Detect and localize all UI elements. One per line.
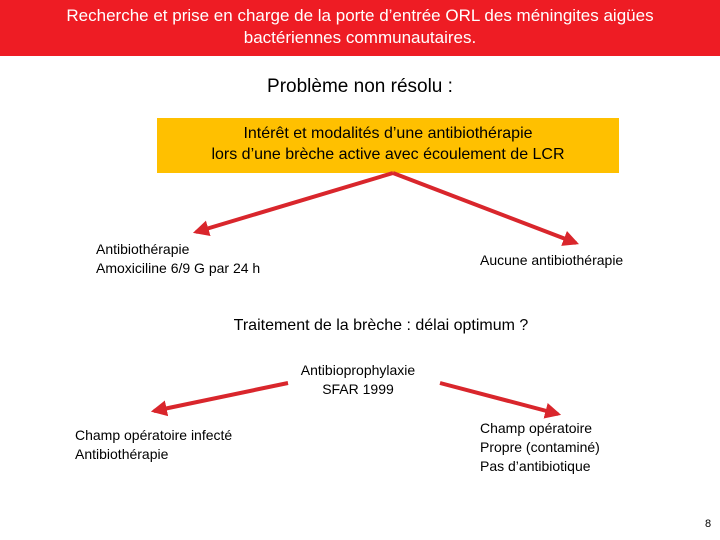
antibioprophylaxie-text xyxy=(0,361,716,399)
subtitle: Problème non résolu : xyxy=(267,76,453,97)
clean-line-3: Pas d’antibiotique xyxy=(480,458,591,474)
header-line-2: bactériennes communautaires. xyxy=(243,28,477,47)
arrow-left-top xyxy=(196,173,393,232)
branch-left-line-2: Amoxiciline 6/9 G par 24 h xyxy=(96,260,261,276)
header-line-1: Recherche et prise en charge de la porte d’entrée ORL des méningites aigües xyxy=(66,6,654,25)
clean-field-text xyxy=(480,419,600,476)
infected-field-text xyxy=(75,426,232,464)
infected-line-2: Antibiothérapie xyxy=(75,446,169,462)
clean-line-1: Champ opératoire xyxy=(480,420,593,436)
question-line-2: lors d’une brèche active avec écoulement de LCR xyxy=(211,146,565,163)
branch-right-text: Aucune antibiothérapie xyxy=(480,252,624,268)
branch-left-text xyxy=(96,240,260,278)
arrow-right-top xyxy=(393,173,576,243)
treatment-text: Traitement de la brèche : délai optimum ? xyxy=(233,317,529,334)
antibioprophylaxie-line-1: Antibioprophylaxie xyxy=(300,362,416,378)
question-line-1: Intérêt et modalités d’une antibiothérapie xyxy=(243,125,533,142)
branch-left-line-1: Antibiothérapie xyxy=(96,241,190,257)
infected-line-1: Champ opératoire infecté xyxy=(75,427,233,443)
antibioprophylaxie-line-2: SFAR 1999 xyxy=(322,381,394,397)
clean-line-2: Propre (contaminé) xyxy=(480,439,600,455)
page-number: 8 xyxy=(705,518,712,530)
